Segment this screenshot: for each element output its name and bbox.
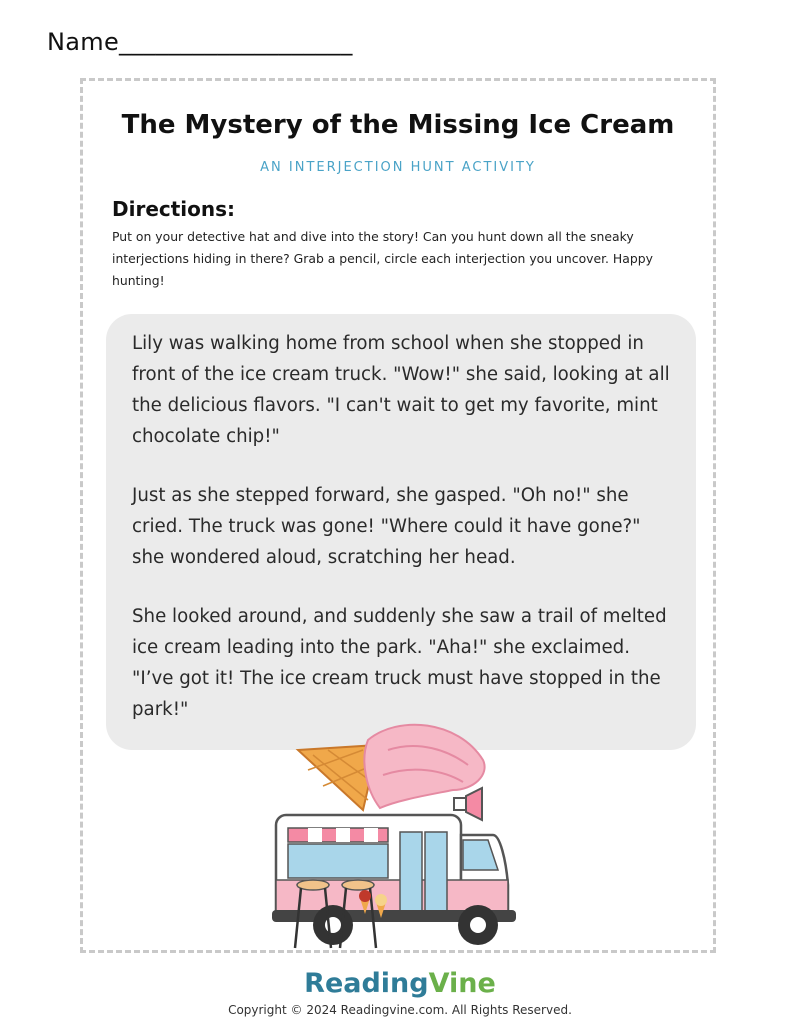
readingvine-logo	[0, 968, 800, 999]
wheel-icon	[458, 905, 498, 945]
name-field-label: Name___________________	[47, 28, 353, 56]
megaphone-icon	[454, 788, 482, 820]
logo-text-reading: Reading	[304, 968, 429, 999]
worksheet-title: The Mystery of the Missing Ice Cream	[121, 110, 675, 140]
awning	[288, 828, 388, 842]
worksheet-subtitle: AN INTERJECTION HUNT ACTIVITY	[260, 160, 536, 175]
story-box	[106, 314, 696, 750]
copyright-text: Copyright © 2024 Readingvine.com. All Rights Reserved.	[228, 1003, 572, 1017]
story-paragraph-2: Just as she stepped forward, she gasped. "Oh no!" she cried. The truck was gone! "Where could it have gone?" she wondered aloud, scratching her head.	[132, 485, 641, 568]
story-paragraph-1: Lily was walking home from school when she stopped in front of the ice cream truck. "Wow!" she said, looking at all the delicious flavors. "I can't wait to get my favorite, mint chocolate chip!"	[132, 333, 670, 447]
ice-cream-truck-illustration	[268, 720, 530, 952]
story-paragraph-3: She looked around, and suddenly she saw a trail of melted ice cream leading into the park. "Aha!" she exclaimed. "I’ve got it! The ice cream truck must have stopped in the park!"	[132, 606, 667, 720]
wheel-icon	[313, 905, 353, 945]
logo-text-vine: Vine	[428, 968, 496, 999]
directions-heading: Directions:	[112, 197, 236, 221]
directions-text: Put on your detective hat and dive into the story! Can you hunt down all the sneaky interjections hiding in there? Grab a pencil, circle each interjection you uncover. Happy hunting!	[112, 229, 653, 288]
